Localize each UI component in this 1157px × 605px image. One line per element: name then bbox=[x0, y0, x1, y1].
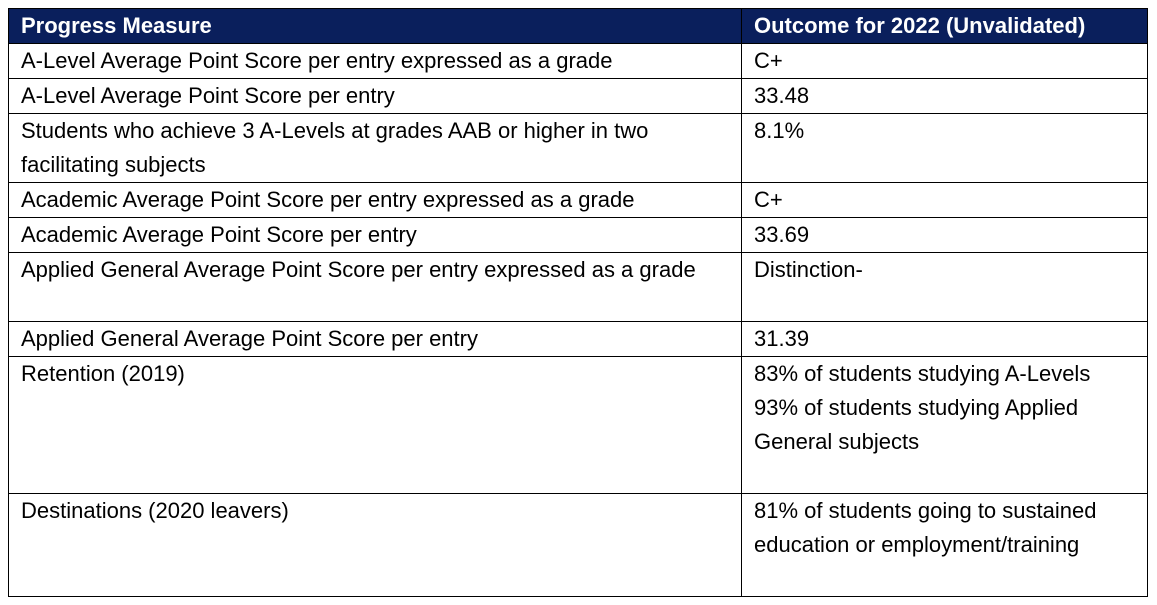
table-row bbox=[9, 253, 1148, 322]
outcome-cell bbox=[742, 183, 1148, 218]
measure-cell: Academic Average Point Score per entry bbox=[9, 218, 742, 253]
measure-cell: A-Level Average Point Score per entry bbox=[9, 79, 742, 114]
outcome-cell bbox=[742, 79, 1148, 114]
table-row bbox=[9, 322, 1148, 357]
outcome-cell bbox=[742, 357, 1148, 494]
measure-cell: Applied General Average Point Score per entry expressed as a grade bbox=[9, 253, 742, 322]
outcome-cell bbox=[742, 322, 1148, 357]
outcome-text: 33.69 bbox=[754, 222, 810, 247]
table-row bbox=[9, 183, 1148, 218]
outcome-text: 83% of students studying A-Levels bbox=[754, 361, 1091, 386]
outcome-cell bbox=[742, 494, 1148, 597]
table-row bbox=[9, 79, 1148, 114]
table-row bbox=[9, 114, 1148, 183]
outcome-text: 81% of students going to sustained education or employment/training bbox=[754, 498, 1097, 557]
measure-cell: Academic Average Point Score per entry expressed as a grade bbox=[9, 183, 742, 218]
table-row bbox=[9, 44, 1148, 79]
table-header bbox=[9, 9, 1148, 44]
header-row bbox=[9, 9, 1148, 44]
outcome-cell bbox=[742, 114, 1148, 183]
measure-cell: Applied General Average Point Score per entry bbox=[9, 322, 742, 357]
outcome-text: 31.39 bbox=[754, 326, 810, 351]
outcome-cell bbox=[742, 218, 1148, 253]
measure-cell: A-Level Average Point Score per entry expressed as a grade bbox=[9, 44, 742, 79]
outcome-text: 33.48 bbox=[754, 83, 810, 108]
outcome-text: Distinction- bbox=[754, 257, 863, 282]
table-row bbox=[9, 494, 1148, 597]
header-progress-measure: Progress Measure bbox=[9, 9, 742, 44]
table-row bbox=[9, 357, 1148, 494]
measure-cell: Retention (2019) bbox=[9, 357, 742, 494]
table-row bbox=[9, 218, 1148, 253]
outcome-text: 93% of students studying Applied General subjects bbox=[754, 395, 1079, 454]
outcome-text: C+ bbox=[754, 187, 783, 212]
table-body bbox=[9, 44, 1148, 597]
outcome-text: C+ bbox=[754, 48, 783, 73]
measure-cell: Destinations (2020 leavers) bbox=[9, 494, 742, 597]
outcome-text: 8.1% bbox=[754, 118, 805, 143]
progress-measures-table bbox=[8, 8, 1148, 597]
outcome-cell bbox=[742, 253, 1148, 322]
measure-cell: Students who achieve 3 A-Levels at grades AAB or higher in two facilitating subjects bbox=[9, 114, 742, 183]
header-outcome: Outcome for 2022 (Unvalidated) bbox=[742, 9, 1148, 44]
outcome-cell bbox=[742, 44, 1148, 79]
